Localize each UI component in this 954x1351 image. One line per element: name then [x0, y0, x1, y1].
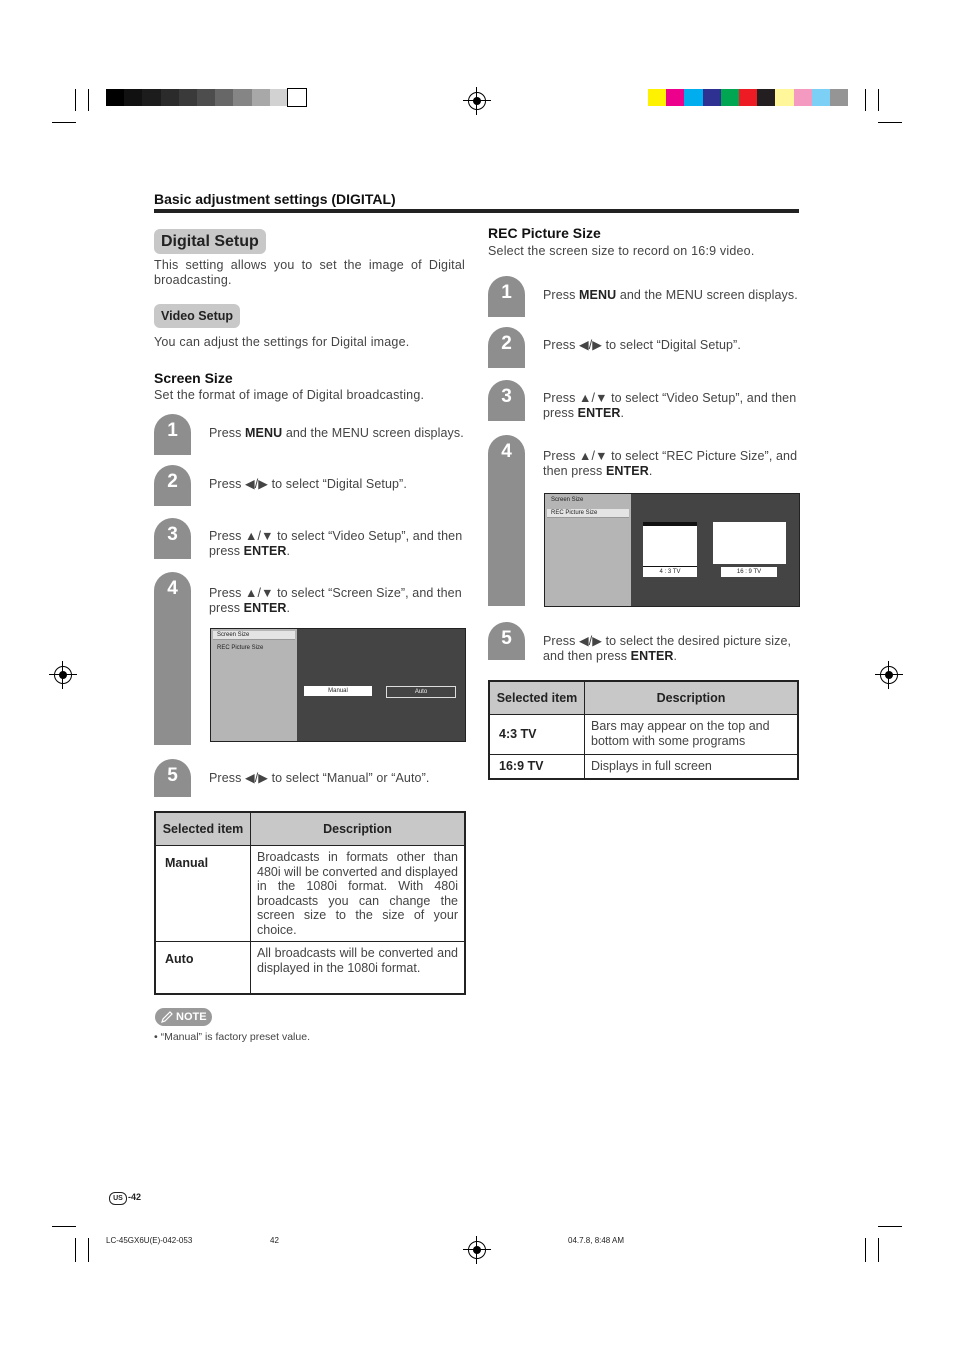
step-text-post: .	[648, 464, 653, 478]
color-swatch	[794, 89, 812, 106]
color-swatch	[233, 89, 251, 106]
note-text: • “Manual” is factory preset value.	[154, 1031, 310, 1043]
4-3-tv-option: 4 : 3 TV	[643, 567, 697, 577]
step-instruction	[543, 338, 801, 353]
step-instruction	[543, 288, 801, 303]
table-header: Selected item	[155, 812, 251, 846]
step-instruction	[543, 449, 801, 479]
step-text-pre: Press	[209, 426, 246, 440]
header-rule	[154, 209, 799, 213]
step-text-post: .	[286, 544, 291, 558]
color-swatch	[648, 89, 666, 106]
step-number-badge	[154, 518, 191, 559]
menu-item-screen-size: Screen Size	[213, 631, 295, 640]
color-swatch	[775, 89, 793, 106]
table-cell-item: 4:3 TV	[489, 715, 585, 755]
step-number-badge	[488, 435, 525, 606]
step-text-pre: Press ▲/▼ to select “REC Picture Size”, and then press	[543, 449, 798, 478]
table-cell-desc: All broadcasts will be converted and displayed in the 1080i format.	[251, 942, 466, 994]
subsection-text: You can adjust the settings for Digital image.	[154, 335, 410, 349]
step-text-bold: MENU	[579, 288, 617, 302]
color-swatch	[721, 89, 739, 106]
subsection-pill: Video Setup	[154, 304, 240, 328]
step-text-pre: Press ▲/▼ to select “Video Setup”, and then press	[209, 529, 463, 558]
rec-picture-size-desc: Select the screen size to record on 16:9 video.	[488, 244, 755, 258]
color-swatch	[757, 89, 775, 106]
auto-option: Auto	[386, 686, 456, 698]
screen-size-desc: Set the format of image of Digital broadcasting.	[154, 388, 425, 402]
step-number-badge	[488, 327, 525, 368]
color-swatch	[666, 89, 684, 106]
step-text-pre: Press ◀/▶ to select “Digital Setup”.	[209, 477, 407, 491]
page-number: -42	[128, 1192, 142, 1202]
step-text-bold: ENTER	[630, 649, 674, 663]
registration-mark-icon	[54, 666, 72, 684]
step-instruction	[543, 634, 801, 664]
rec-picture-size-table	[488, 680, 799, 780]
step-instruction	[209, 529, 467, 559]
step-number: 1	[501, 282, 512, 303]
step-instruction	[209, 771, 467, 786]
step-text-pre: Press	[543, 288, 580, 302]
step-text-post: .	[620, 406, 625, 420]
step-number: 5	[167, 765, 178, 786]
intro-text: This setting allows you to set the image of Digital broadcasting.	[154, 258, 465, 287]
color-swatch	[215, 89, 233, 106]
step-number: 2	[501, 333, 512, 354]
step-number-badge	[488, 622, 525, 660]
step-number: 3	[167, 524, 178, 545]
step-number-badge	[154, 465, 191, 506]
step-text-pre: Press ▲/▼ to select “Video Setup”, and then press	[543, 391, 797, 420]
step-number-badge	[488, 276, 525, 317]
page-title: Digital Setup	[154, 229, 266, 254]
screen-size-table	[154, 811, 466, 995]
registration-mark-icon	[880, 666, 898, 684]
step-text-pre: Press ▲/▼ to select “Screen Size”, and then press	[209, 586, 462, 615]
table-row	[489, 755, 798, 779]
color-swatch	[106, 89, 124, 106]
step-text-post: and the MENU screen displays.	[282, 426, 464, 440]
menu-item-rec-picture-size: REC Picture Size	[547, 509, 629, 518]
print-date: 04.7.8, 8:48 AM	[568, 1236, 625, 1245]
table-header: Description	[251, 812, 466, 846]
rec-picture-size-menu-screen	[544, 493, 800, 607]
note-badge	[155, 1008, 212, 1026]
table-row	[155, 846, 465, 942]
color-swatch	[812, 89, 830, 106]
4-3-preview	[643, 522, 697, 570]
table-cell-item: Auto	[155, 942, 251, 994]
step-number: 2	[167, 471, 178, 492]
registration-mark-icon	[468, 1241, 486, 1259]
region-badge: US	[109, 1192, 127, 1205]
step-number-badge	[154, 414, 191, 455]
color-swatch	[830, 89, 848, 106]
step-number: 5	[501, 628, 512, 649]
menu-item-rec-picture-size: REC Picture Size	[217, 645, 264, 651]
table-cell-desc: Displays in full screen	[585, 755, 799, 779]
step-text-bold: MENU	[245, 426, 283, 440]
step-text-bold: ENTER	[243, 601, 287, 615]
menu-item-screen-size: Screen Size	[551, 497, 584, 503]
color-swatch	[684, 89, 702, 106]
color-swatch	[124, 89, 142, 106]
step-number: 4	[167, 578, 178, 599]
table-cell-desc: Bars may appear on the top and bottom with some programs	[585, 715, 799, 755]
table-cell-item: 16:9 TV	[489, 755, 585, 779]
sheet-number: 42	[270, 1236, 279, 1245]
table-cell-desc: Broadcasts in formats other than 480i will be converted and displayed in the 1080i format. With 480i broadcasts you can change the screen size to the size of your choice.	[251, 846, 466, 942]
step-instruction	[543, 391, 801, 421]
step-instruction	[209, 426, 467, 441]
table-row	[155, 942, 465, 994]
pencil-icon	[160, 1010, 174, 1024]
color-swatch	[197, 89, 215, 106]
screen-size-heading: Screen Size	[154, 370, 233, 386]
color-swatch	[739, 89, 757, 106]
color-swatch	[179, 89, 197, 106]
step-instruction	[209, 586, 467, 616]
step-number: 3	[501, 386, 512, 407]
step-number-badge	[154, 759, 191, 797]
color-swatch	[142, 89, 160, 106]
note-label: NOTE	[176, 1011, 207, 1023]
step-text-post: .	[673, 649, 678, 663]
color-swatch	[161, 89, 179, 106]
step-text-bold: ENTER	[243, 544, 287, 558]
table-header: Selected item	[489, 681, 585, 715]
step-instruction	[209, 477, 467, 492]
table-cell-item: Manual	[155, 846, 251, 942]
section-header: Basic adjustment settings (DIGITAL)	[154, 191, 396, 207]
step-number-badge	[488, 380, 525, 421]
step-text-pre: Press ◀/▶ to select the desired picture size, and then press	[543, 634, 792, 663]
step-number: 1	[167, 420, 178, 441]
rec-picture-size-heading: REC Picture Size	[488, 225, 601, 241]
16-9-tv-option: 16 : 9 TV	[721, 567, 777, 577]
step-text-post: and the MENU screen displays.	[616, 288, 798, 302]
color-swatch	[252, 89, 270, 106]
table-header: Description	[585, 681, 799, 715]
color-swatch	[288, 89, 306, 106]
step-text-pre: Press ◀/▶ to select “Manual” or “Auto”.	[209, 771, 430, 785]
step-text-bold: ENTER	[605, 464, 649, 478]
16-9-preview	[713, 522, 786, 564]
step-text-pre: Press ◀/▶ to select “Digital Setup”.	[543, 338, 741, 352]
registration-mark-icon	[468, 92, 486, 110]
table-row	[489, 715, 798, 755]
step-number: 4	[501, 441, 512, 462]
manual-option: Manual	[304, 686, 372, 696]
screen-size-menu-screen	[210, 628, 466, 742]
step-text-bold: ENTER	[577, 406, 621, 420]
color-swatch	[270, 89, 288, 106]
step-number-badge	[154, 572, 191, 745]
file-name: LC-45GX6U(E)-042-053	[106, 1236, 193, 1245]
step-text-post: .	[286, 601, 291, 615]
color-swatch	[703, 89, 721, 106]
